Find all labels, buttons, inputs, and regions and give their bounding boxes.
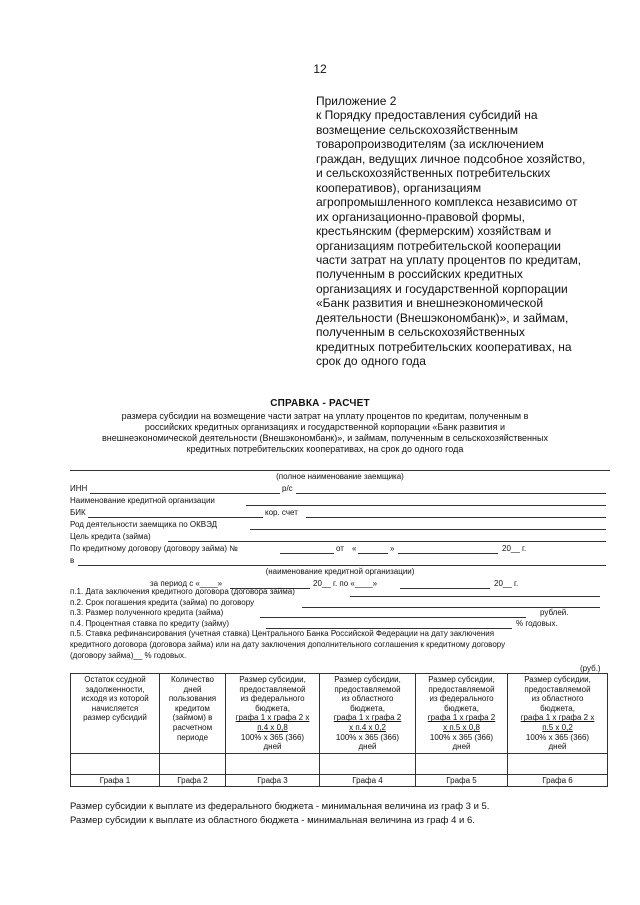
header-cell-4: Размер субсидии, предоставляемой из областного бюджета, графа 1 х графа 2 х п.4 х 0,2 100% х 365 (366) дней [320,674,416,754]
appendix-line: организациях и государственной корпорации [316,281,568,296]
column-label: Графа 3 [226,774,320,786]
inn-label: ИНН [70,484,88,493]
appendix-block [316,94,616,369]
column-label: Графа 4 [320,774,416,786]
contract-year: 20__ г. [502,544,527,553]
borrower-caption: (полное наименование заемщика) [276,472,404,481]
page-number: 12 [313,62,327,76]
appendix-line: их организационно-правовой формы, [316,209,525,224]
footer-notes [70,800,489,828]
contract-ot-label: от [336,544,344,553]
contract-quote-open: « [352,544,357,553]
contract-number-field[interactable] [280,553,334,554]
table-input-row [71,753,608,774]
rs-label: р/с [282,484,293,493]
bank-field[interactable] [78,565,606,566]
subtitle-line: размера субсидии на возмещение части затрат на уплату процентов по кредитам, полученным в [121,411,529,421]
appendix-line: граждан, ведущих личное подсобное хозяйство, [316,151,586,166]
appendix-line: организациям потребительской кооперации [316,238,562,253]
appendix-line: Приложение 2 [316,94,397,108]
input-cell-1[interactable] [71,753,160,774]
document-subtitle [60,411,590,455]
item-1-row [70,587,615,598]
appendix-line: кооперативов), организациям [316,180,482,195]
appendix-line: и сельскохозяйственных потребительских [316,166,551,181]
purpose-field[interactable] [168,541,606,542]
item-3-label: п.3. Размер полученного кредита (займа) [70,608,224,618]
bik-label: БИК [70,508,86,517]
item-3-row [70,608,615,619]
bik-field[interactable] [88,517,263,518]
appendix-line: крестьянским (фермерским) хозяйствам и [316,224,552,239]
input-cell-6[interactable] [508,753,608,774]
subtitle-line: кредитных потребительских кооперативах, на срок до одного года [186,444,464,454]
item-2-label: п.2. Срок погашения кредита (займа) по договору [70,597,255,607]
input-cell-3[interactable] [226,753,320,774]
item-3-suffix: рублей. [540,608,569,618]
appendix-line: агропромышленного комплекса независимо от [316,195,578,210]
appendix-line: «Банк развития и внешнеэкономической [316,296,544,311]
item-5-line: п.5. Ставка рефинансирования (учетная ставка) Центрального Банка Российской Федерации на дату заключения [70,629,495,639]
item-5-line: кредитного договора (договора займа) или на дату заключения дополнительного соглашения к кредитному договору [70,639,506,649]
item-1-label: п.1. Дата заключения кредитного договора (договора займа) [70,587,295,596]
period-end-label: 20__ г. [494,579,519,588]
input-cell-4[interactable] [320,753,416,774]
contract-month-field[interactable] [398,553,498,554]
item-2-row [70,598,615,609]
document-title: СПРАВКА - РАСЧЕТ [270,398,370,409]
bank-name-field[interactable] [246,505,606,506]
okved-label: Род деятельности заемщика по ОКВЭД [70,520,218,529]
table-header-row [71,674,608,754]
header-cell-3: Размер субсидии, предоставляемой из федерального бюджета, графа 1 х графа 2 х п.4 х 0,8 100% х 365 (366) дней [226,674,320,754]
appendix-line: части затрат на уплату процентов по кредитам, [316,252,582,267]
subtitle-line: внешнеэкономической деятельности (Внешэкономбанк)», и займам, полученным в сельскохозяйственных [102,433,548,443]
kor-field[interactable] [306,517,606,518]
column-label: Графа 5 [416,774,508,786]
bank-name-label: Наименование кредитной организации [70,496,215,505]
appendix-line: к Порядку предоставления субсидий на [316,108,538,123]
appendix-line: кредитных потребительских кооперативах, на [316,339,572,354]
appendix-line: товаропроизводителям (за исключением [316,137,544,152]
column-label: Графа 6 [508,774,608,786]
appendix-line: срок до одного года [316,354,426,369]
item-4-field[interactable] [266,628,512,629]
footer-note-federal: Размер субсидии к выплате из федерального бюджета - минимальная величина из граф 3 и 5. [70,801,490,812]
kor-label: кор. счет [265,508,298,517]
period-label: за период с «____» [150,579,223,588]
item-5-line: (договору займа)__ % годовых. [70,650,187,660]
currency-unit: (руб.) [580,664,601,673]
appendix-line: деятельности (Внешэкономбанк)», и займам, [316,310,569,325]
appendix-line: возмещение сельскохозяйственным [316,122,519,137]
inn-field[interactable] [90,493,280,494]
footer-note-regional: Размер субсидии к выплате из областного бюджета - минимальная величина из граф 4 и 6. [70,815,475,826]
input-cell-2[interactable] [160,753,226,774]
contract-label: По кредитному договору (договору займа) № [70,544,238,553]
header-cell-5: Размер субсидии, предоставляемой из федерального бюджета, графа 1 х графа 2 х п.5 х 0,8 100% х 365 (366) дней [416,674,508,754]
purpose-label: Цель кредита (займа) [70,532,151,541]
header-cell-2: Количество дней пользования кредитом (займом) в расчетном периоде [160,674,226,754]
borrower-name-line[interactable] [70,470,610,471]
okved-field[interactable] [250,529,606,530]
calculation-table [70,673,608,787]
period-mid-label: 20__ г. по «____» [313,579,378,588]
table-column-number-row [71,774,608,786]
appendix-line: полученным в российских кредитных [316,267,523,282]
item-4-label: п.4. Процентная ставка по кредиту (займу) [70,618,230,628]
header-cell-1: Остаток ссудной задолженности, исходя из которой начисляется размер субсидий [71,674,160,754]
column-label: Графа 2 [160,774,226,786]
item-4-row [70,619,615,630]
contract-quote-close: » [390,544,395,553]
appendix-line: полученным в сельскохозяйственных [316,325,525,340]
header-cell-6: Размер субсидии, предоставляемой из областного бюджета, графа 1 х графа 2 х п.5 х 0,2 100% х 365 (366) дней [508,674,608,754]
input-cell-5[interactable] [416,753,508,774]
contract-day-field[interactable] [358,553,388,554]
subtitle-line: российских кредитных организациях и государственной корпорации «Банк развития и [144,422,506,432]
bank-v-label: в [70,556,75,565]
bank-caption: (наименование кредитной организации) [265,567,415,576]
column-label: Графа 1 [71,774,160,786]
rs-field[interactable] [296,493,606,494]
loan-items [70,587,615,661]
item-4-suffix: % годовых. [516,618,558,628]
